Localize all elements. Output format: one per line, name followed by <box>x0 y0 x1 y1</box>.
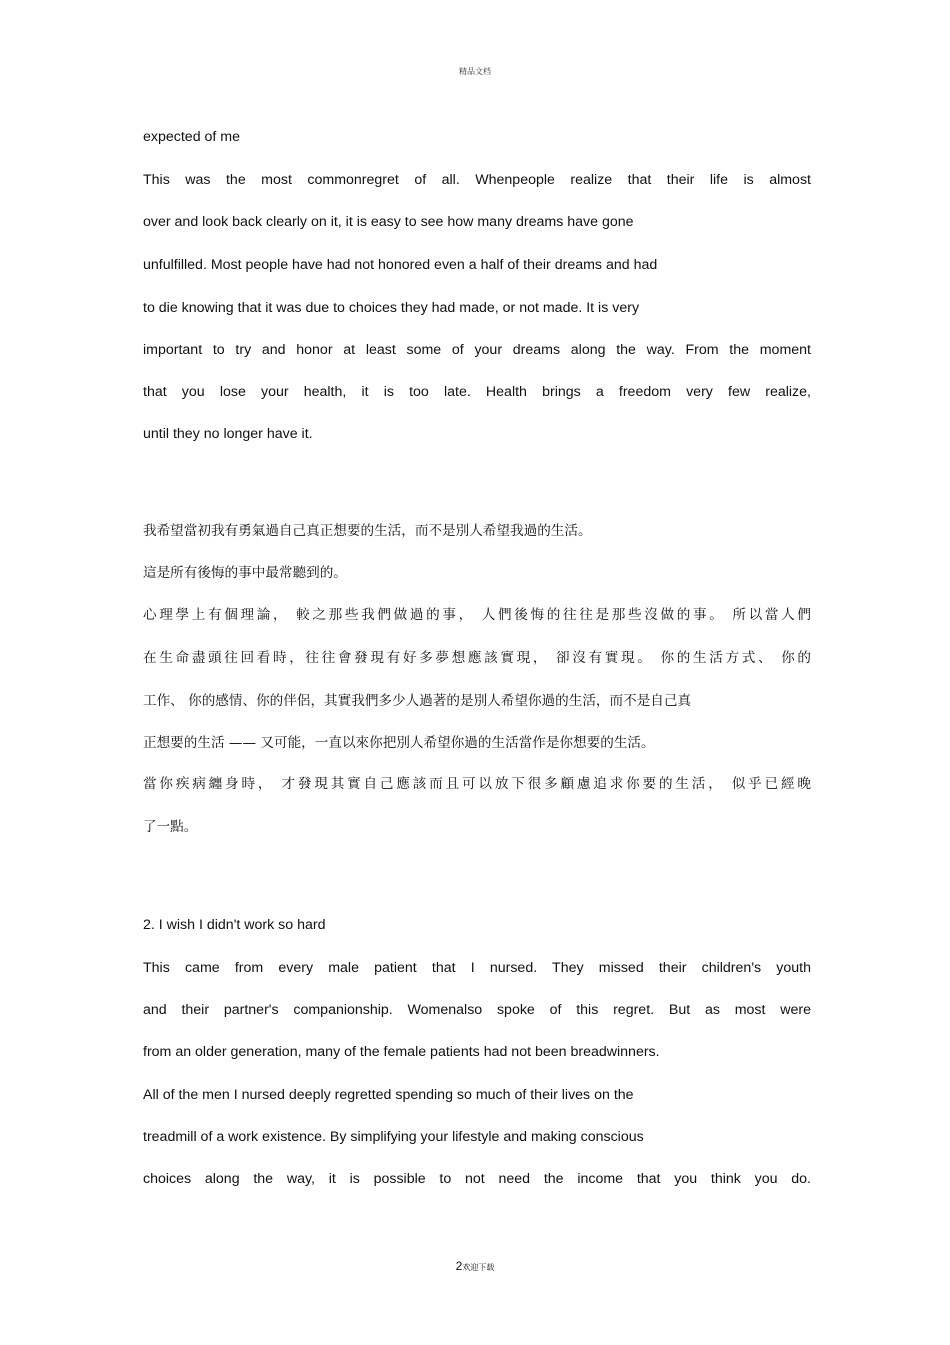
text-line: 當你疾病纏身時， 才發現其實自己應該而且可以放下很多顧慮追求你要的生活， 似乎已經晚 <box>143 776 811 792</box>
text-line: that you lose your health, it is too late. Health brings a freedom very few realize, <box>143 384 811 400</box>
text-line: choices along the way, it is possible to not need the income that you think you do. <box>143 1171 811 1187</box>
text-line: 這是所有後悔的事中最常聽到的。 <box>143 565 347 581</box>
text-line: 我希望當初我有勇氣過自己真正想要的生活，而不是別人希望我過的生活。 <box>143 523 592 539</box>
text-line: All of the men I nursed deeply regretted spending so much of their lives on the <box>143 1087 634 1103</box>
text-line: 在生命盡頭往回看時，往往會發現有好多夢想應該實現， 卻沒有實現。 你的生活方式、 你的 <box>143 650 811 666</box>
text-line: 2. I wish I didn't work so hard <box>143 917 326 933</box>
text-line: unfulfilled. Most people have had not honored even a half of their dreams and had <box>143 257 658 273</box>
text-line: 工作、 你的感情、你的伴侶，其實我們多少人過著的是別人希望你過的生活，而不是自己真 <box>143 693 692 709</box>
text-line: 心理學上有個理論， 較之那些我們做過的事， 人們後悔的往往是那些沒做的事。 所以當人們 <box>143 607 811 623</box>
text-line: from an older generation, many of the female patients had not been breadwinners. <box>143 1044 660 1060</box>
text-line: until they no longer have it. <box>143 426 313 442</box>
page-header: 精品文档 <box>459 67 491 76</box>
text-line: over and look back clearly on it, it is easy to see how many dreams have gone <box>143 214 634 230</box>
text-line: to die knowing that it was due to choices they had made, or not made. It is very <box>143 300 640 316</box>
text-line: This was the most commonregret of all. Whenpeople realize that their life is almost <box>143 172 811 188</box>
page-footer <box>0 1259 950 1273</box>
text-line: and their partner's companionship. Womenalso spoke of this regret. But as most were <box>143 1002 811 1018</box>
text-line: expected of me <box>143 129 241 145</box>
text-line: important to try and honor at least some of your dreams along the way. From the moment <box>143 342 811 358</box>
footer-text: 欢迎下载 <box>462 1263 495 1272</box>
text-line: 了一點。 <box>143 819 198 835</box>
text-line: This came from every male patient that I nursed. They missed their children's youth <box>143 960 811 976</box>
page-number: 2 <box>455 1259 463 1273</box>
text-line: 正想要的生活 —— 又可能，一直以來你把別人希望你過的生活當作是你想要的生活。 <box>143 735 655 751</box>
text-line: treadmill of a work existence. By simplifying your lifestyle and making conscious <box>143 1129 644 1145</box>
